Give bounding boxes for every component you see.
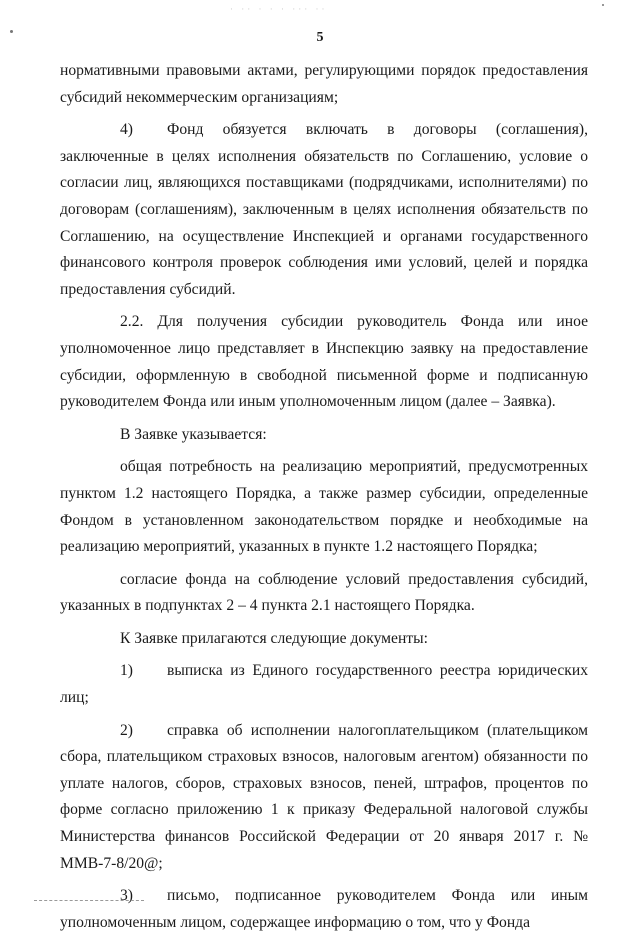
paragraph-consent: согласие фонда на соблюдение условий предоставления субсидий, указанных в подпунктах 2 – 4 пункта 2.1 настоящего Порядка. <box>60 570 588 615</box>
list-number: 1) <box>120 662 133 680</box>
document-body <box>60 58 588 936</box>
list-item-text: письмо, подписанное руководителем Фонда или иным уполномоченным лицом, содержащее информацию о том, что у Фонда <box>60 887 588 931</box>
scan-speck <box>602 4 604 6</box>
list-item-text: выписка из Единого государственного реестра юридических лиц; <box>60 662 588 707</box>
list-item-4 <box>60 117 588 303</box>
attachment-item-3 <box>60 883 588 936</box>
scan-edge-artifact <box>34 900 144 903</box>
paragraph-attachments: К Заявке прилагаются следующие документы: <box>120 629 428 647</box>
paragraph-intro: В Заявке указывается: <box>120 425 267 443</box>
page-number: 5 <box>316 30 324 45</box>
scan-artifact: · ·· · · · ··· ·· <box>230 4 328 14</box>
attachment-item-1 <box>60 658 588 711</box>
paragraph-continuation: нормативными правовыми актами, регулирующими порядок предоставления субсидий некоммерческим организациям; <box>60 62 588 106</box>
list-number: 2) <box>120 721 133 739</box>
attachment-item-2 <box>60 718 588 878</box>
paragraph-needs: общая потребность на реализацию мероприятий, предусмотренных пунктом 1.2 настоящего Порядка, а также размер субсидии, определенные Фондом в установленном законодательством порядке и необходимые на реализацию мероприятий, указанных в пункте 1.2 настоящего Порядка; <box>60 458 588 556</box>
list-item-text: Фонд обязуется включать в договоры (соглашения), заключенные в целях исполнения обязательств по Соглашению, условие о согласии лиц, являющихся поставщиками (подрядчиками, исполнителями) по договорам (соглашениям), заключенным в целях исполнения обязательств по Соглашению, на осуществление Инспекцией и органами государственного финансового контроля проверок соблюдения ими условий, целей и порядка предоставления субсидий. <box>60 121 588 298</box>
clause-2-2: 2.2. Для получения субсидии руководитель Фонда или иное уполномоченное лицо представляет в Инспекцию заявку на предоставление субсидии, оформленную в свободной письменной форме и подписанную руководителем Фонда или иным уполномоченным лицом (далее – Заявка). <box>60 313 588 411</box>
list-number: 3) <box>120 887 133 905</box>
list-item-text: справка об исполнении налогоплательщиком (плательщиком сбора, плательщиком страховых взносов, налоговым агентом) обязанности по уплате налогов, сборов, страховых взносов, пеней, штрафов, процентов по форме согласно приложению 1 к приказу Федеральной налоговой службы Министерства финансов Российской Федерации от 20 января 2017 г. № ММВ-7-8/20@; <box>60 721 588 872</box>
list-number: 4) <box>120 121 133 139</box>
